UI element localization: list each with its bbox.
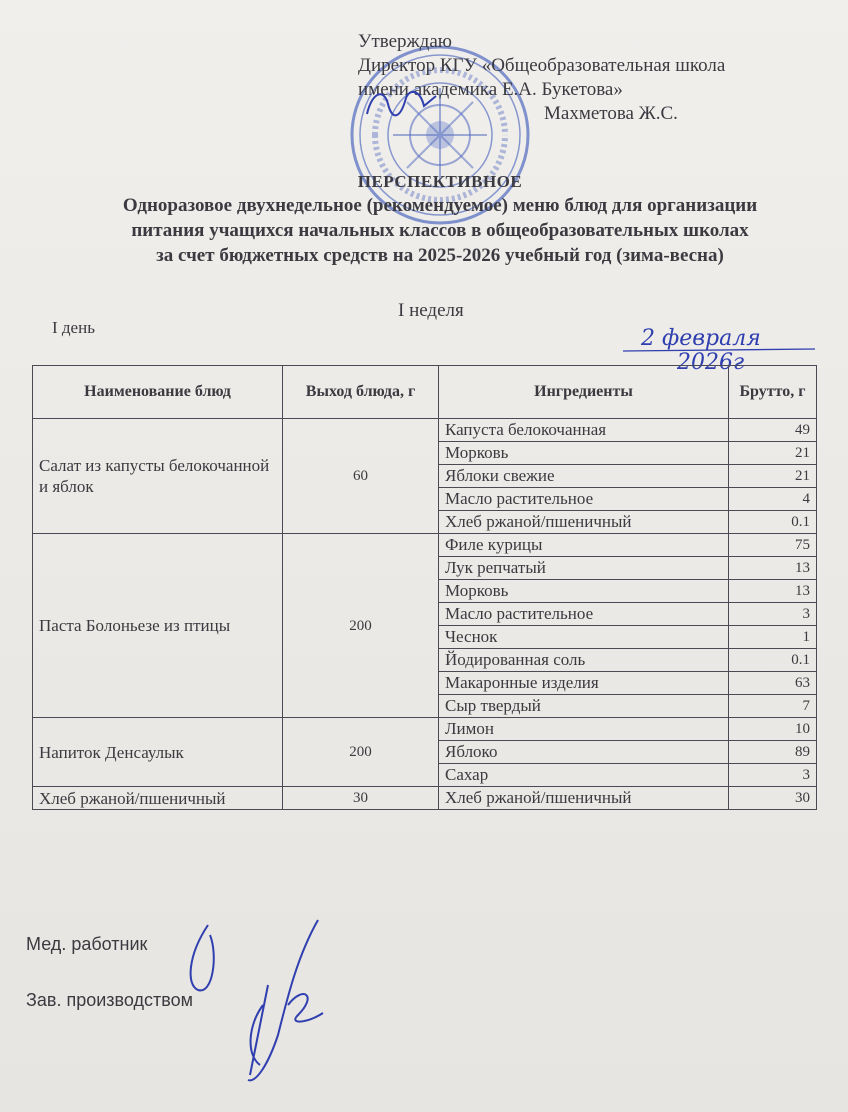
ingredient-gross: 63 bbox=[729, 672, 817, 695]
document-title bbox=[40, 172, 840, 267]
ingredient-gross: 0.1 bbox=[729, 649, 817, 672]
ingredient-name: Яблоко bbox=[439, 741, 729, 764]
week-label: I неделя bbox=[398, 300, 464, 321]
approval-line-2: Директор КГУ «Общеобразовательная школа bbox=[358, 55, 726, 76]
header-gross: Брутто, г bbox=[729, 366, 817, 419]
dish-name: Напиток Денсаулык bbox=[33, 718, 283, 787]
table-row bbox=[33, 534, 817, 557]
menu-table bbox=[32, 365, 817, 810]
ingredient-gross: 21 bbox=[729, 442, 817, 465]
ingredient-name: Макаронные изделия bbox=[439, 672, 729, 695]
ingredient-name: Хлеб ржаной/пшеничный bbox=[439, 511, 729, 534]
title-line-3: за счет бюджетных средств на 2025-2026 учебный год (зима-весна) bbox=[156, 245, 724, 266]
table-header-row bbox=[33, 366, 817, 419]
handwritten-date-line-1: 2 февраля bbox=[641, 326, 761, 351]
ingredient-name: Йодированная соль bbox=[439, 649, 729, 672]
signatures bbox=[168, 915, 338, 1085]
ingredient-gross: 0.1 bbox=[729, 511, 817, 534]
ingredient-name: Филе курицы bbox=[439, 534, 729, 557]
ingredient-gross: 75 bbox=[729, 534, 817, 557]
ingredient-gross: 49 bbox=[729, 419, 817, 442]
ingredient-gross: 13 bbox=[729, 557, 817, 580]
dish-output: 60 bbox=[283, 419, 439, 534]
ingredient-name: Хлеб ржаной/пшеничный bbox=[439, 787, 729, 810]
medical-worker-label: Мед. работник bbox=[26, 934, 148, 954]
dish-output: 200 bbox=[283, 534, 439, 718]
ingredient-gross: 13 bbox=[729, 580, 817, 603]
production-head-label: Зав. производством bbox=[26, 990, 193, 1010]
ingredient-gross: 3 bbox=[729, 764, 817, 787]
ingredient-name: Лук репчатый bbox=[439, 557, 729, 580]
table-row bbox=[33, 419, 817, 442]
title-label: ПЕРСПЕКТИВНОЕ bbox=[357, 172, 523, 191]
ingredient-gross: 1 bbox=[729, 626, 817, 649]
menu-table-body bbox=[33, 419, 817, 810]
approval-line-4: Махметова Ж.С. bbox=[544, 103, 678, 124]
ingredient-gross: 7 bbox=[729, 695, 817, 718]
ingredient-gross: 89 bbox=[729, 741, 817, 764]
approval-line-3: имени академика Е.А. Букетова» bbox=[358, 79, 623, 100]
ingredient-name: Масло растительное bbox=[439, 603, 729, 626]
dish-name: Паста Болоньезе из птицы bbox=[33, 534, 283, 718]
title-line-2: питания учащихся начальных классов в общеобразовательных школах bbox=[131, 220, 749, 241]
header-output: Выход блюда, г bbox=[283, 366, 439, 419]
ingredient-gross: 21 bbox=[729, 465, 817, 488]
title-line-1: Одноразовое двухнедельное (рекомендуемое) меню блюд для организации bbox=[122, 195, 758, 216]
table-row bbox=[33, 787, 817, 810]
ingredient-gross: 10 bbox=[729, 718, 817, 741]
day-label: I день bbox=[52, 318, 95, 337]
ingredient-name: Яблоки свежие bbox=[439, 465, 729, 488]
approval-line-1: Утверждаю bbox=[358, 31, 452, 52]
ingredient-gross: 4 bbox=[729, 488, 817, 511]
ingredient-name: Чеснок bbox=[439, 626, 729, 649]
dish-name: Салат из капусты белокочанной и яблок bbox=[33, 419, 283, 534]
handwritten-date-line-2: 2026г bbox=[677, 350, 745, 375]
table-row bbox=[33, 718, 817, 741]
dish-output: 30 bbox=[283, 787, 439, 810]
ingredient-name: Морковь bbox=[439, 580, 729, 603]
header-dish: Наименование блюд bbox=[33, 366, 283, 419]
dish-output: 200 bbox=[283, 718, 439, 787]
ingredient-name: Сахар bbox=[439, 764, 729, 787]
ingredient-name: Масло растительное bbox=[439, 488, 729, 511]
ingredient-name: Капуста белокочанная bbox=[439, 419, 729, 442]
director-signature bbox=[362, 84, 442, 124]
dish-name: Хлеб ржаной/пшеничный bbox=[33, 787, 283, 810]
ingredient-gross: 30 bbox=[729, 787, 817, 810]
ingredient-name: Морковь bbox=[439, 442, 729, 465]
ingredient-name: Лимон bbox=[439, 718, 729, 741]
header-ingredients: Ингредиенты bbox=[439, 366, 729, 419]
ingredient-gross: 3 bbox=[729, 603, 817, 626]
ingredient-name: Сыр твердый bbox=[439, 695, 729, 718]
